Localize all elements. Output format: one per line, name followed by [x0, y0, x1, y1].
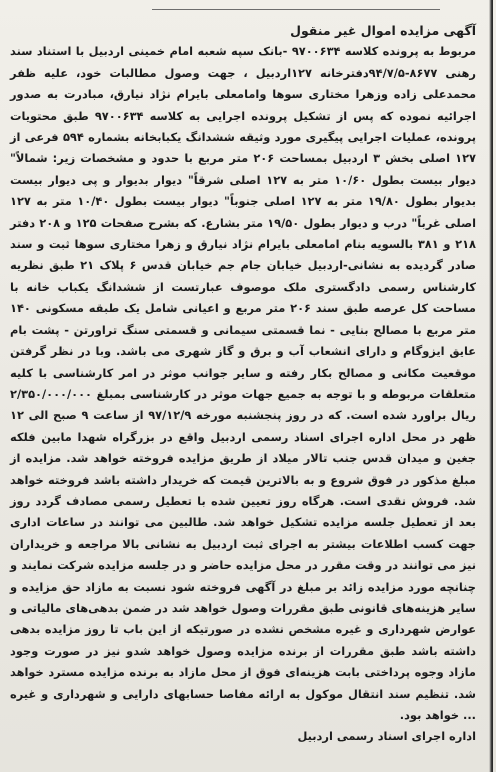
top-divider-line [152, 9, 440, 10]
auction-notice [10, 20, 476, 748]
notice-body: مربوط به پرونده کلاسه ۹۷۰۰۶۳۴ -بانک سپه شعبه امام خمینی اردبیل با استناد سند رهنی ۸۶۷۷-۹۴/۷/۵دفترخانه ۱۲۷اردبیل ، جهت وصول مطالبات خود، علیه ظفر محمدعلی زاده وزهرا مختاری سوها وامامعلی بایرام نژاد نیارق، مبادرت به صدور اجرائیه نموده که پس از تشکیل پرونده اجرایی به کلاسه ۹۷۰۰۶۳۴ طبق محتویات پرونده، عملیات اجرایی پیگیری مورد وثیقه ششدانگ یکبابخانه بشماره ۵۹۴ فرعی از ۱۲۷ اصلی بخش ۳ اردبیل بمساحت ۲۰۶ متر مربع با حدود و مشخصات زیر: شمالاً" دیوار بیست بطول ۱۰/۶۰ متر به ۱۲۷ اصلی شرقاً" دیوار بدیوار و پی دیوار بیست بدیوار بطول ۱۹/۸۰ متر به ۱۲۷ اصلی جنوباً" دیوار بیست بطول ۱۰/۴۰ متر به ۱۲۷ اصلی غرباً" درب و دیوار بطول ۱۹/۵۰ متر بشارع. که بشرح صفحات ۱۲۵ و ۲۰۸ دفتر ۲۱۸ و ۳۸۱ بالسویه بنام امامعلی بایرام نژاد نیارق و زهرا مختاری سوها ثبت و سند صادر گردیده به نشانی-اردبیل خیابان جام جم خیابان قدس ۶ پلاک ۲۱ طبق نظریه کارشناس رسمی دادگستری ملک موصوف عبارتست از ششدانگ یکباب خانه با مساحت کل عرصه طبق سند ۲۰۶ متر مربع و اعیانی شامل یک طبقه مسکونی ۱۴۰ متر مربع با مصالح بنایی - نما قسمتی سیمانی و قسمتی سنگ تراورتن - پشت بام عایق ایزوگام و دارای انشعاب آب و برق و گاز شهری می باشد. وبا در نظر گرفتن موقعیت مکانی و مصالح بکار رفته و سایر جوانب موثر در امر کارشناسی با کلیه متعلقات مربوطه و با توجه به جمیع جهات موثر در کارشناسی بمبلغ ۲/۳۵۰/۰۰۰/۰۰۰ ریال براورد شده است. که در روز پنجشنبه مورخه ۹۷/۱۲/۹ از ساعت ۹ صبح الی ۱۲ ظهر در محل اداره اجرای اسناد رسمی اردبیل واقع در بزرگراه شهدا مابین فلکه جغین و میدان قدس جنب تالار میلاد از طریق مزایده فروخته خواهد شد. مزایده از مبلغ مذکور در فوق شروع و به بالاترین قیمت که خریدار داشته باشد فروخته خواهد شد. فروش نقدی است. هرگاه روز تعیین شده با تعطیل رسمی مصادف گردد روز بعد از تعطیل جلسه مزایده تشکیل خواهد شد. طالبین می توانند در ساعات اداری جهت کسب اطلاعات بیشتر به اجرای ثبت اردبیل به نشانی بالا مراجعه و خریداران نیز می توانند در وقت مقرر در محل مزایده حاضر و در جلسه مزایده شرکت نمایند و چنانچه مورد مزایده زائد بر مبلغ در آگهی فروخته شود نسبت به مازاد حق مزایده و سایر هزینه‌های قانونی طبق مقررات وصول خواهد شد در ضمن بدهی‌های مالیاتی و عوارض شهرداری و غیره مشخص نشده در صورتیکه از این باب تا روز مزایده بدهی داشته باشد طبق مقررات از برنده مزایده وصول خواهد شدو نیز در صورت وجود مازاد وجوه پرداختی بابت هزینه‌ای فوق از محل مازاد به برنده مزایده مسترد خواهد شد. تنظیم سند انتقال موکول به ارائه مفاصا حسابهای دارایی و شهرداری و غیره ... خواهد بود. [10, 44, 477, 722]
notice-headline: آگهی مزایده اموال غیر منقول [290, 23, 476, 38]
page-edge-shadow [489, 0, 493, 772]
notice-signature: اداره اجرای اسناد رسمی اردبیل [297, 729, 476, 744]
